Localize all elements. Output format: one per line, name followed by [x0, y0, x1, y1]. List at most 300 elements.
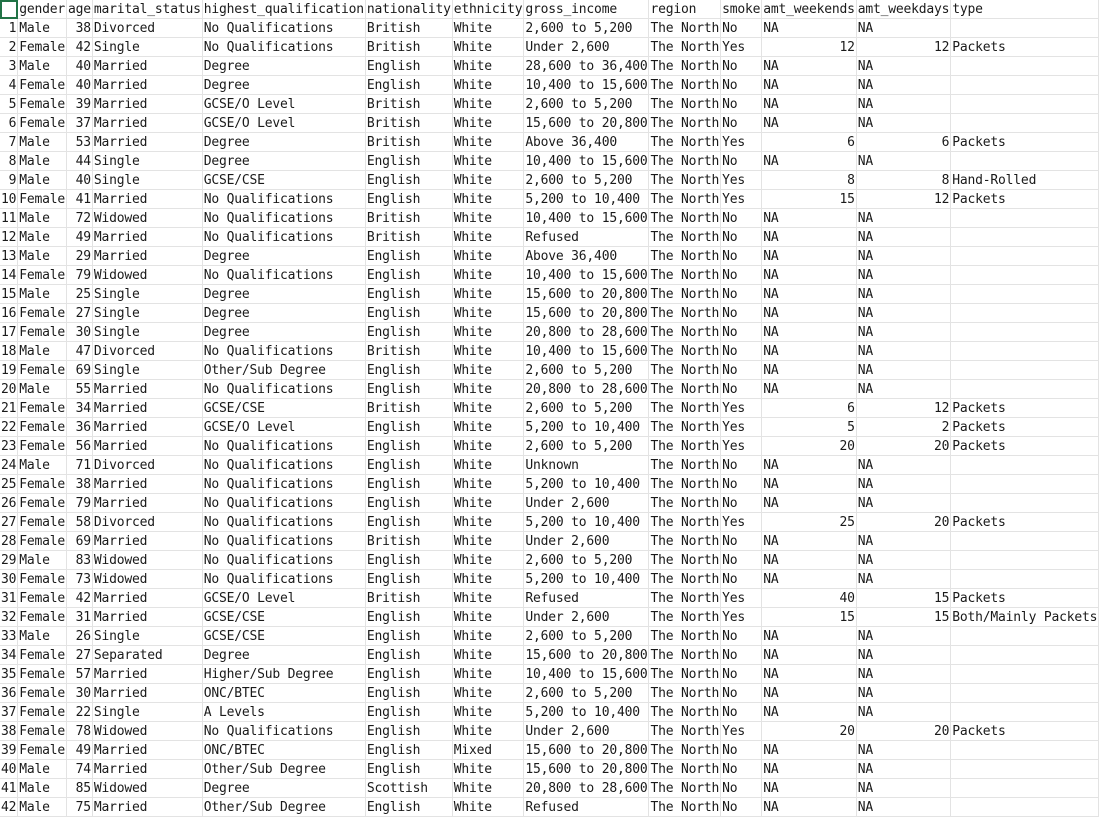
cell-gender[interactable]: Male	[18, 551, 67, 570]
cell-amt-weekdays[interactable]: 20	[856, 437, 951, 456]
cell-smoke[interactable]: No	[721, 247, 762, 266]
header-cell-nationality[interactable]: nationality	[366, 1, 451, 17]
cell-amt-weekdays[interactable]: NA	[856, 266, 951, 285]
cell-smoke[interactable]: No	[721, 19, 762, 38]
cell-smoke[interactable]: Yes	[721, 399, 762, 418]
cell-amt-weekends[interactable]: 8	[762, 171, 857, 190]
cell-region[interactable]: The North	[650, 400, 720, 416]
cell-amt-weekends[interactable]: NA	[762, 532, 857, 551]
cell-row-index[interactable]: 12	[1, 229, 17, 245]
cell-marital-status[interactable]: Divorced	[92, 342, 202, 361]
cell-gross-income[interactable]: 15,600 to 20,800	[525, 286, 648, 302]
cell-row-index[interactable]: 37	[1, 704, 17, 720]
cell-age[interactable]: 40	[67, 57, 93, 76]
cell-amt-weekends[interactable]: NA	[762, 285, 857, 304]
cell-row-index[interactable]: 38	[1, 723, 17, 739]
cell-region[interactable]: The North	[650, 552, 720, 568]
cell-highest-qualification[interactable]: Degree	[202, 304, 365, 323]
cell-row-index[interactable]: 17	[1, 324, 17, 340]
cell-ethnicity[interactable]: White	[452, 570, 524, 589]
cell-amt-weekdays[interactable]: 6	[856, 133, 951, 152]
cell-amt-weekdays[interactable]: 15	[856, 608, 951, 627]
cell-row-index[interactable]: 42	[1, 799, 17, 815]
cell-gender[interactable]: Female	[19, 438, 66, 454]
cell-gross-income[interactable]: 15,600 to 20,800	[525, 305, 648, 321]
cell-ethnicity[interactable]: White	[452, 361, 524, 380]
cell-type[interactable]	[951, 228, 1099, 247]
cell-highest-qualification[interactable]: GCSE/CSE	[202, 399, 365, 418]
cell-highest-qualification[interactable]: No Qualifications	[202, 494, 365, 513]
cell-ethnicity[interactable]: White	[452, 247, 524, 266]
cell-type[interactable]	[951, 703, 1099, 722]
cell-amt-weekdays[interactable]: NA	[856, 684, 951, 703]
cell-highest-qualification[interactable]: No Qualifications	[202, 475, 365, 494]
cell-age[interactable]: 72	[67, 209, 93, 228]
cell-highest-qualification[interactable]: Degree	[202, 779, 365, 798]
cell-gross-income[interactable]: 10,400 to 15,600	[525, 153, 648, 169]
cell-age[interactable]: 30	[67, 684, 93, 703]
cell-highest-qualification[interactable]: No Qualifications	[202, 513, 365, 532]
cell-gender[interactable]: Female	[19, 400, 66, 416]
cell-smoke[interactable]: No	[721, 285, 762, 304]
cell-smoke[interactable]: No	[721, 779, 762, 798]
cell-region[interactable]: The North	[650, 248, 720, 264]
cell-nationality[interactable]: Scottish	[365, 779, 452, 798]
cell-region[interactable]: The North	[650, 324, 720, 340]
cell-ethnicity[interactable]: White	[452, 627, 524, 646]
cell-marital-status[interactable]: Married	[92, 190, 202, 209]
cell-type[interactable]: Packets	[951, 722, 1099, 741]
cell-age[interactable]: 74	[67, 760, 93, 779]
cell-highest-qualification[interactable]: Other/Sub Degree	[202, 361, 365, 380]
cell-gender[interactable]: Male	[18, 133, 67, 152]
cell-row-index[interactable]: 8	[0, 152, 18, 171]
cell-nationality[interactable]: English	[365, 513, 452, 532]
cell-smoke[interactable]: No	[721, 703, 762, 722]
cell-amt-weekdays[interactable]: NA	[856, 703, 951, 722]
cell-smoke[interactable]: No	[721, 380, 762, 399]
cell-highest-qualification[interactable]: ONC/BTEC	[202, 741, 365, 760]
cell-marital-status[interactable]: Married	[92, 475, 202, 494]
cell-nationality[interactable]: English	[365, 722, 452, 741]
cell-smoke[interactable]: No	[721, 323, 762, 342]
cell-ethnicity[interactable]: White	[452, 171, 524, 190]
cell-marital-status[interactable]: Married	[92, 95, 202, 114]
cell-type[interactable]	[951, 494, 1099, 513]
header-cell-row-index[interactable]	[0, 0, 18, 19]
cell-ethnicity[interactable]: White	[452, 399, 524, 418]
cell-amt-weekdays[interactable]: NA	[856, 76, 951, 95]
cell-age[interactable]: 79	[67, 494, 93, 513]
header-cell-age[interactable]: age	[68, 1, 91, 17]
cell-nationality[interactable]: English	[365, 247, 452, 266]
cell-amt-weekends[interactable]: NA	[762, 456, 857, 475]
cell-type[interactable]: Both/Mainly Packets	[952, 609, 1098, 625]
cell-age[interactable]: 83	[67, 551, 93, 570]
cell-gender[interactable]: Female	[19, 476, 66, 492]
cell-highest-qualification[interactable]: Degree	[202, 133, 365, 152]
cell-gender[interactable]: Male	[18, 627, 67, 646]
cell-gross-income[interactable]: Refused	[524, 798, 649, 817]
cell-region[interactable]: The North	[650, 305, 720, 321]
cell-row-index[interactable]: 5	[0, 95, 18, 114]
cell-age[interactable]: 85	[67, 779, 93, 798]
cell-amt-weekdays[interactable]: NA	[856, 342, 951, 361]
cell-type[interactable]	[951, 361, 1099, 380]
cell-ethnicity[interactable]: White	[452, 304, 524, 323]
cell-nationality[interactable]: British	[365, 95, 452, 114]
cell-smoke[interactable]: Yes	[721, 418, 762, 437]
cell-type[interactable]: Packets	[951, 133, 1099, 152]
cell-nationality[interactable]: English	[365, 627, 452, 646]
cell-amt-weekends[interactable]: 6	[762, 133, 857, 152]
cell-row-index[interactable]: 13	[1, 248, 17, 264]
cell-row-index[interactable]: 18	[1, 343, 17, 359]
cell-highest-qualification[interactable]: No Qualifications	[202, 19, 365, 38]
cell-ethnicity[interactable]: White	[452, 114, 524, 133]
cell-amt-weekdays[interactable]: NA	[856, 627, 951, 646]
cell-marital-status[interactable]: Married	[92, 741, 202, 760]
cell-nationality[interactable]: British	[365, 589, 452, 608]
cell-marital-status[interactable]: Single	[92, 323, 202, 342]
cell-region[interactable]: The North	[650, 210, 720, 226]
cell-nationality[interactable]: English	[365, 456, 452, 475]
cell-amt-weekends[interactable]: 20	[762, 437, 857, 456]
cell-amt-weekdays[interactable]: NA	[856, 494, 951, 513]
cell-marital-status[interactable]: Widowed	[92, 722, 202, 741]
cell-type[interactable]	[951, 760, 1099, 779]
cell-marital-status[interactable]: Married	[92, 76, 202, 95]
cell-type[interactable]	[951, 304, 1099, 323]
cell-ethnicity[interactable]: White	[452, 798, 524, 817]
cell-smoke[interactable]: No	[721, 228, 762, 247]
header-cell-highest-qualification[interactable]: highest_qualification	[203, 1, 364, 17]
cell-gender[interactable]: Female	[19, 590, 66, 606]
cell-highest-qualification[interactable]: Degree	[202, 646, 365, 665]
cell-highest-qualification[interactable]: No Qualifications	[202, 532, 365, 551]
cell-gender[interactable]: Male	[18, 342, 67, 361]
cell-smoke[interactable]: Yes	[721, 190, 762, 209]
cell-amt-weekends[interactable]: NA	[762, 228, 857, 247]
cell-type[interactable]	[951, 342, 1099, 361]
cell-highest-qualification[interactable]: Other/Sub Degree	[202, 760, 365, 779]
cell-ethnicity[interactable]: White	[452, 57, 524, 76]
cell-row-index[interactable]: 39	[1, 742, 17, 758]
cell-gender[interactable]: Male	[18, 171, 67, 190]
cell-amt-weekdays[interactable]: NA	[856, 741, 951, 760]
cell-amt-weekends[interactable]: NA	[762, 266, 857, 285]
cell-type[interactable]	[951, 646, 1099, 665]
cell-ethnicity[interactable]: White	[452, 494, 524, 513]
cell-gender[interactable]: Female	[19, 742, 66, 758]
cell-ethnicity[interactable]: White	[452, 190, 524, 209]
cell-smoke[interactable]: Yes	[721, 608, 762, 627]
cell-age[interactable]: 57	[67, 665, 93, 684]
cell-gross-income[interactable]: 5,200 to 10,400	[524, 570, 649, 589]
cell-amt-weekends[interactable]: NA	[762, 114, 857, 133]
cell-amt-weekends[interactable]: NA	[762, 57, 857, 76]
cell-gross-income[interactable]: 15,600 to 20,800	[525, 761, 648, 777]
cell-amt-weekdays[interactable]: NA	[856, 798, 951, 817]
cell-gender[interactable]: Female	[19, 39, 66, 55]
cell-region[interactable]: The North	[650, 704, 720, 720]
cell-gender[interactable]: Male	[18, 209, 67, 228]
cell-amt-weekdays[interactable]: NA	[856, 665, 951, 684]
cell-nationality[interactable]: English	[365, 418, 452, 437]
cell-gender[interactable]: Male	[18, 760, 67, 779]
cell-age[interactable]: 22	[67, 703, 93, 722]
cell-smoke[interactable]: No	[721, 114, 762, 133]
cell-marital-status[interactable]: Married	[92, 608, 202, 627]
cell-gross-income[interactable]: 28,600 to 36,400	[525, 58, 648, 74]
cell-type[interactable]	[951, 532, 1099, 551]
cell-smoke[interactable]: Yes	[721, 513, 762, 532]
cell-amt-weekends[interactable]: NA	[762, 760, 857, 779]
cell-amt-weekdays[interactable]: NA	[856, 323, 951, 342]
cell-nationality[interactable]: English	[365, 323, 452, 342]
cell-type[interactable]	[951, 114, 1099, 133]
cell-ethnicity[interactable]: White	[452, 152, 524, 171]
cell-region[interactable]: The North	[650, 799, 720, 815]
cell-smoke[interactable]: No	[721, 361, 762, 380]
cell-smoke[interactable]: No	[721, 684, 762, 703]
cell-type[interactable]	[951, 19, 1099, 38]
cell-region[interactable]: The North	[650, 115, 720, 131]
cell-type[interactable]: Packets	[951, 513, 1099, 532]
cell-amt-weekdays[interactable]: NA	[856, 152, 951, 171]
cell-amt-weekdays[interactable]: NA	[856, 304, 951, 323]
cell-age[interactable]: 75	[67, 798, 93, 817]
cell-marital-status[interactable]: Single	[92, 152, 202, 171]
cell-gender[interactable]: Female	[19, 191, 66, 207]
cell-ethnicity[interactable]: White	[452, 19, 524, 38]
cell-type[interactable]	[951, 741, 1099, 760]
cell-highest-qualification[interactable]: No Qualifications	[202, 38, 365, 57]
cell-age[interactable]: 73	[67, 570, 93, 589]
cell-type[interactable]	[951, 285, 1099, 304]
cell-gender[interactable]: Female	[19, 305, 66, 321]
cell-region[interactable]: The North	[650, 780, 720, 796]
cell-ethnicity[interactable]: White	[452, 38, 524, 57]
cell-age[interactable]: 69	[67, 532, 93, 551]
cell-marital-status[interactable]: Widowed	[92, 551, 202, 570]
cell-amt-weekdays[interactable]: 20	[856, 722, 951, 741]
cell-smoke[interactable]: No	[721, 304, 762, 323]
cell-age[interactable]: 56	[67, 437, 93, 456]
cell-amt-weekends[interactable]: NA	[762, 304, 857, 323]
cell-type[interactable]: Packets	[951, 418, 1099, 437]
cell-nationality[interactable]: English	[365, 684, 452, 703]
cell-row-index[interactable]: 33	[1, 628, 17, 644]
cell-type[interactable]	[951, 684, 1099, 703]
cell-amt-weekdays[interactable]: 12	[856, 190, 951, 209]
cell-smoke[interactable]: No	[721, 532, 762, 551]
cell-type[interactable]: Packets	[951, 399, 1099, 418]
cell-nationality[interactable]: British	[365, 532, 452, 551]
cell-gross-income[interactable]: Under 2,600	[524, 722, 649, 741]
cell-gross-income[interactable]: 5,200 to 10,400	[524, 475, 649, 494]
cell-gross-income[interactable]: 20,800 to 28,600	[525, 324, 648, 340]
cell-type[interactable]	[951, 76, 1099, 95]
cell-region[interactable]: The North	[650, 457, 720, 473]
cell-nationality[interactable]: English	[365, 152, 452, 171]
cell-row-index[interactable]: 32	[1, 609, 17, 625]
cell-amt-weekdays[interactable]: 8	[856, 171, 951, 190]
cell-gender[interactable]: Female	[19, 324, 66, 340]
cell-smoke[interactable]: No	[721, 342, 762, 361]
cell-type[interactable]	[951, 779, 1099, 798]
cell-amt-weekends[interactable]: NA	[762, 494, 857, 513]
cell-nationality[interactable]: English	[365, 646, 452, 665]
cell-gender[interactable]: Female	[19, 666, 66, 682]
cell-amt-weekends[interactable]: NA	[762, 570, 857, 589]
cell-smoke[interactable]: No	[721, 551, 762, 570]
cell-gross-income[interactable]: 2,600 to 5,200	[524, 19, 649, 38]
cell-age[interactable]: 53	[67, 133, 93, 152]
cell-region[interactable]: The North	[650, 533, 720, 549]
cell-amt-weekends[interactable]: NA	[762, 779, 857, 798]
cell-gross-income[interactable]: 10,400 to 15,600	[525, 77, 648, 93]
cell-gender[interactable]: Male	[18, 57, 67, 76]
cell-marital-status[interactable]: Married	[92, 133, 202, 152]
cell-nationality[interactable]: English	[365, 171, 452, 190]
cell-ethnicity[interactable]: White	[452, 209, 524, 228]
cell-region[interactable]: The North	[650, 229, 720, 245]
cell-marital-status[interactable]: Separated	[92, 646, 202, 665]
cell-gender[interactable]: Female	[19, 96, 66, 112]
cell-gross-income[interactable]: 2,600 to 5,200	[524, 399, 649, 418]
cell-amt-weekdays[interactable]: NA	[856, 646, 951, 665]
cell-amt-weekdays[interactable]: NA	[856, 57, 951, 76]
cell-gender[interactable]: Male	[18, 247, 67, 266]
cell-highest-qualification[interactable]: GCSE/O Level	[202, 95, 365, 114]
cell-amt-weekends[interactable]: 5	[762, 418, 857, 437]
cell-amt-weekdays[interactable]: NA	[856, 95, 951, 114]
cell-ethnicity[interactable]: White	[452, 76, 524, 95]
cell-smoke[interactable]: Yes	[721, 171, 762, 190]
cell-marital-status[interactable]: Divorced	[92, 456, 202, 475]
header-cell-type[interactable]: type	[951, 0, 1099, 19]
cell-nationality[interactable]: English	[365, 285, 452, 304]
cell-highest-qualification[interactable]: ONC/BTEC	[202, 684, 365, 703]
cell-smoke[interactable]: No	[721, 646, 762, 665]
header-cell-region[interactable]: region	[649, 0, 721, 19]
cell-region[interactable]: The North	[650, 419, 720, 435]
cell-age[interactable]: 49	[67, 228, 93, 247]
cell-highest-qualification[interactable]: No Qualifications	[202, 722, 365, 741]
cell-smoke[interactable]: No	[721, 57, 762, 76]
cell-marital-status[interactable]: Married	[92, 228, 202, 247]
cell-ethnicity[interactable]: White	[452, 665, 524, 684]
cell-amt-weekdays[interactable]: NA	[856, 456, 951, 475]
cell-amt-weekends[interactable]: 12	[762, 38, 857, 57]
cell-age[interactable]: 29	[67, 247, 93, 266]
cell-marital-status[interactable]: Married	[92, 247, 202, 266]
cell-gross-income[interactable]: Refused	[524, 589, 649, 608]
cell-type[interactable]: Hand-Rolled	[951, 171, 1099, 190]
cell-highest-qualification[interactable]: Degree	[202, 152, 365, 171]
cell-amt-weekends[interactable]: NA	[762, 19, 857, 38]
cell-row-index[interactable]: 10	[1, 191, 17, 207]
cell-nationality[interactable]: English	[365, 361, 452, 380]
cell-marital-status[interactable]: Married	[92, 418, 202, 437]
cell-row-index[interactable]: 28	[1, 533, 17, 549]
cell-smoke[interactable]: No	[721, 475, 762, 494]
cell-row-index[interactable]: 15	[1, 286, 17, 302]
cell-gross-income[interactable]: 2,600 to 5,200	[524, 361, 649, 380]
cell-highest-qualification[interactable]: Degree	[202, 57, 365, 76]
cell-smoke[interactable]: No	[721, 266, 762, 285]
cell-marital-status[interactable]: Single	[92, 361, 202, 380]
cell-region[interactable]: The North	[650, 191, 720, 207]
cell-nationality[interactable]: English	[365, 494, 452, 513]
cell-row-index[interactable]: 14	[1, 267, 17, 283]
cell-amt-weekends[interactable]: NA	[762, 95, 857, 114]
cell-nationality[interactable]: British	[365, 399, 452, 418]
cell-amt-weekends[interactable]: NA	[762, 665, 857, 684]
cell-gender[interactable]: Male	[18, 779, 67, 798]
cell-region[interactable]: The North	[650, 571, 720, 587]
cell-gross-income[interactable]: 10,400 to 15,600	[525, 210, 648, 226]
cell-region[interactable]: The North	[650, 761, 720, 777]
cell-gender[interactable]: Male	[18, 456, 67, 475]
cell-ethnicity[interactable]: White	[452, 380, 524, 399]
cell-age[interactable]: 27	[67, 646, 93, 665]
cell-region[interactable]: The North	[650, 590, 720, 606]
cell-highest-qualification[interactable]: No Qualifications	[202, 342, 365, 361]
cell-smoke[interactable]: No	[721, 627, 762, 646]
cell-gender[interactable]: Female	[19, 704, 66, 720]
cell-smoke[interactable]: No	[721, 570, 762, 589]
cell-amt-weekdays[interactable]: NA	[856, 532, 951, 551]
cell-age[interactable]: 40	[67, 76, 93, 95]
cell-ethnicity[interactable]: White	[452, 323, 524, 342]
cell-gender[interactable]: Female	[19, 419, 66, 435]
cell-highest-qualification[interactable]: No Qualifications	[202, 266, 365, 285]
cell-amt-weekdays[interactable]: NA	[856, 475, 951, 494]
cell-marital-status[interactable]: Married	[92, 494, 202, 513]
cell-type[interactable]	[951, 551, 1099, 570]
cell-highest-qualification[interactable]: Degree	[202, 323, 365, 342]
cell-amt-weekends[interactable]: NA	[762, 76, 857, 95]
cell-age[interactable]: 79	[67, 266, 93, 285]
cell-amt-weekends[interactable]: 15	[762, 190, 857, 209]
cell-ethnicity[interactable]: White	[452, 95, 524, 114]
cell-row-index[interactable]: 29	[1, 552, 17, 568]
cell-gross-income[interactable]: 2,600 to 5,200	[524, 437, 649, 456]
cell-region[interactable]: The North	[650, 267, 720, 283]
cell-marital-status[interactable]: Married	[92, 114, 202, 133]
cell-row-index[interactable]: 16	[1, 305, 17, 321]
cell-highest-qualification[interactable]: GCSE/O Level	[202, 589, 365, 608]
cell-nationality[interactable]: English	[365, 741, 452, 760]
cell-region[interactable]: The North	[650, 609, 720, 625]
cell-amt-weekends[interactable]: NA	[762, 551, 857, 570]
cell-ethnicity[interactable]: White	[452, 684, 524, 703]
cell-ethnicity[interactable]: White	[452, 760, 524, 779]
cell-nationality[interactable]: British	[365, 38, 452, 57]
cell-type[interactable]	[951, 665, 1099, 684]
cell-row-index[interactable]: 26	[1, 495, 17, 511]
cell-region[interactable]: The North	[650, 381, 720, 397]
cell-gross-income[interactable]: Under 2,600	[524, 38, 649, 57]
cell-region[interactable]: The North	[650, 438, 720, 454]
cell-marital-status[interactable]: Widowed	[92, 779, 202, 798]
cell-age[interactable]: 40	[67, 171, 93, 190]
cell-smoke[interactable]: No	[721, 665, 762, 684]
cell-amt-weekends[interactable]: NA	[762, 152, 857, 171]
cell-nationality[interactable]: English	[365, 798, 452, 817]
